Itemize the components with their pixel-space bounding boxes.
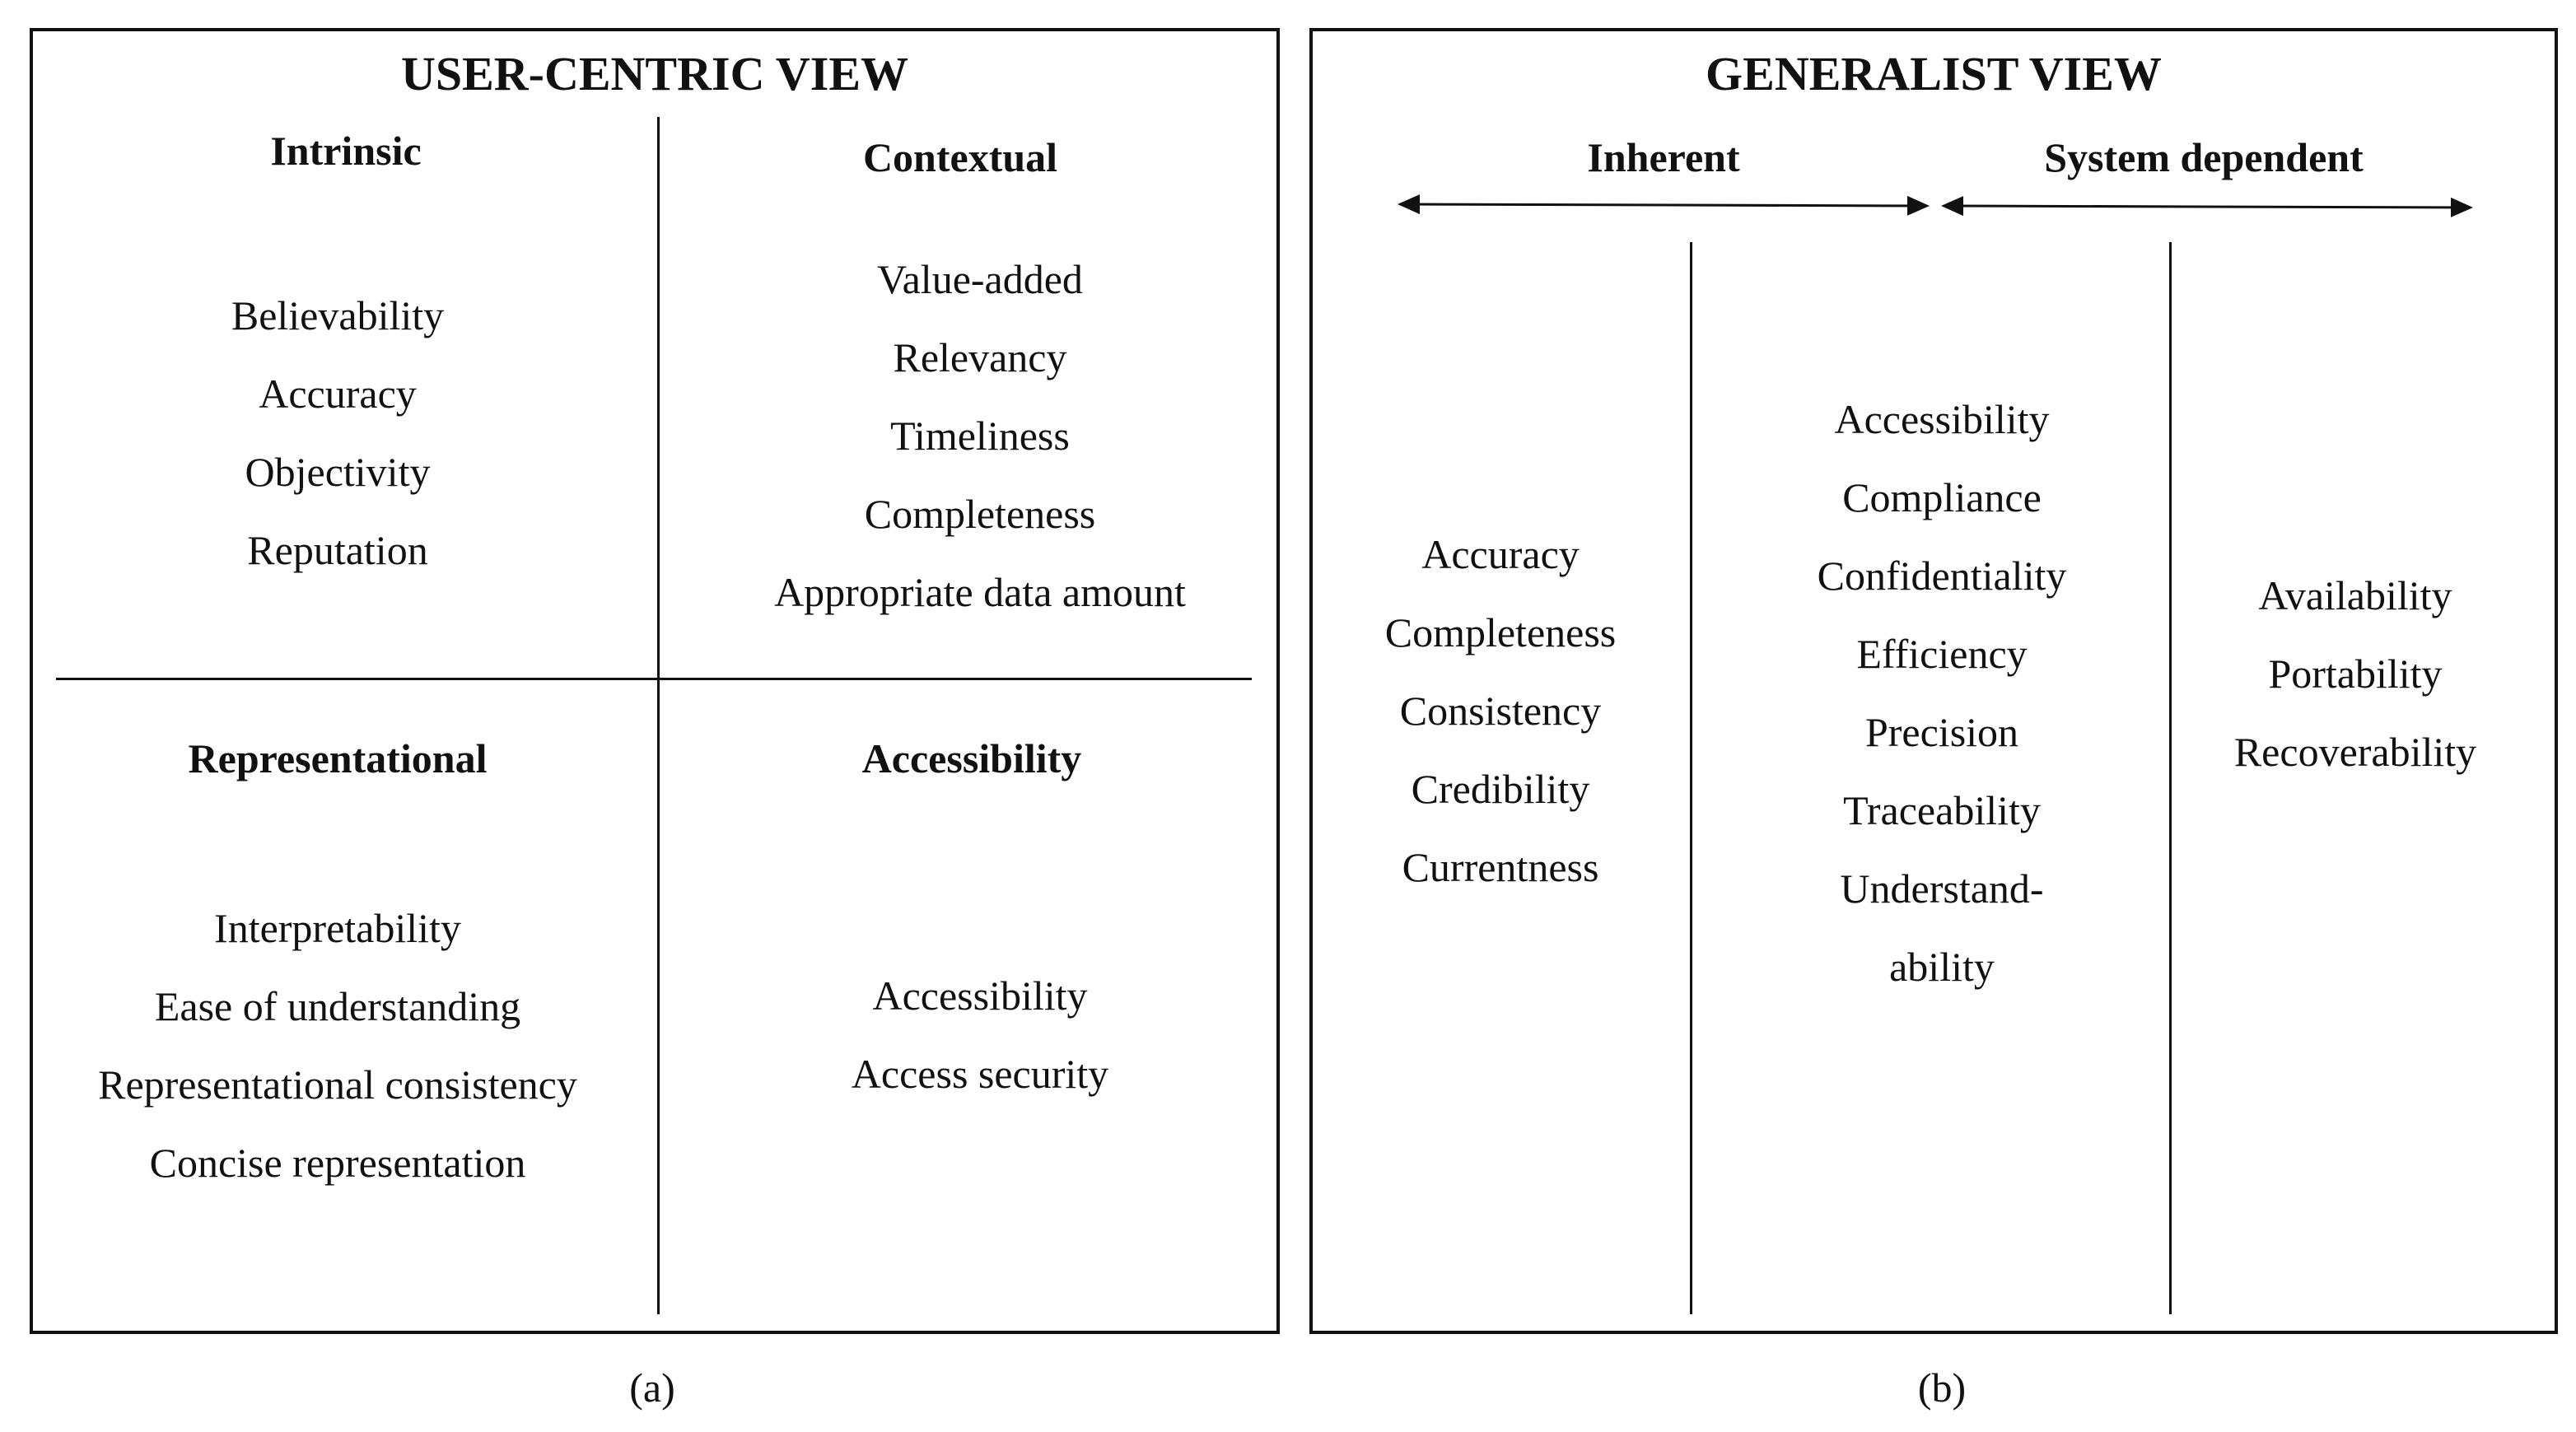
list-item: Precision: [1864, 709, 2019, 755]
list-item: ability: [1889, 944, 1995, 990]
contextual-heading: Contextual: [862, 134, 1058, 180]
list-item: Value-added: [877, 256, 1083, 302]
list-item: Timeliness: [890, 413, 1070, 459]
list-item: Currentness: [1402, 844, 1599, 890]
generalist-divider-right: [2169, 242, 2172, 1314]
list-item: Ease of understanding: [154, 983, 521, 1029]
list-item: Accessibility: [872, 973, 1088, 1019]
inherent-and-system-list: [1777, 380, 2107, 1006]
inherent-list: [1336, 515, 1665, 907]
list-item: Availability: [2258, 572, 2452, 618]
list-item: Reputation: [247, 527, 428, 573]
intrinsic-heading: Intrinsic: [270, 128, 422, 174]
representational-heading: Representational: [188, 735, 488, 781]
generalist-divider-left: [1690, 242, 1692, 1314]
list-item: Portability: [2268, 651, 2443, 697]
list-item: Believability: [231, 292, 445, 338]
system-dependent-label: System dependent: [2044, 134, 2364, 180]
list-item: Appropriate data amount: [774, 569, 1186, 615]
list-item: Accessibility: [1834, 396, 2050, 442]
list-item: Consistency: [1399, 688, 1602, 734]
list-item: Completeness: [1384, 609, 1617, 655]
caption-a: (a): [629, 1364, 675, 1411]
list-item: Relevancy: [893, 334, 1067, 380]
user-centric-title: USER-CENTRIC VIEW: [400, 47, 909, 100]
list-item: Completeness: [864, 491, 1096, 537]
list-item: Recoverability: [2233, 729, 2477, 775]
list-item: Traceability: [1843, 787, 2041, 833]
accessibility-heading: Accessibility: [861, 735, 1082, 781]
list-item: Access security: [851, 1051, 1109, 1097]
list-item: Compliance: [1842, 474, 2042, 520]
list-item: Confidentiality: [1817, 553, 2067, 599]
list-item: Accuracy: [1421, 531, 1580, 577]
caption-b: (b): [1917, 1364, 1967, 1411]
list-item: Objectivity: [245, 449, 431, 495]
generalist-title: GENERALIST VIEW: [1706, 47, 2162, 100]
system-dependent-list: [2191, 557, 2520, 791]
list-item: Understand-: [1840, 865, 2044, 912]
inherent-label: Inherent: [1587, 134, 1740, 180]
list-item: Interpretability: [214, 905, 461, 951]
list-item: Efficiency: [1856, 631, 2028, 677]
list-item: Credibility: [1411, 766, 1590, 812]
list-item: Concise representation: [149, 1140, 526, 1186]
list-item: Accuracy: [259, 371, 417, 417]
list-item: Representational consistency: [98, 1061, 577, 1108]
